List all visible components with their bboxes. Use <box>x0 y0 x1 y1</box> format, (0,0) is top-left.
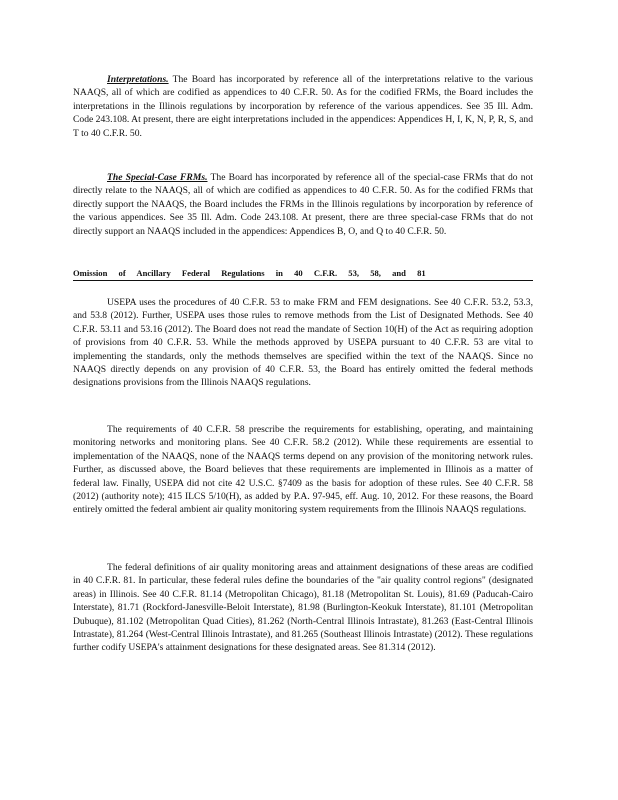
paragraph-interpretations <box>73 73 533 140</box>
paragraph-text: The Board has incorporated by reference all of the special-case FRMs that do not directly relate to the NAAQS, all of which are codified as appendices to 40 C.F.R. 50. As for the codified FRMs that directly support the NAAQS, the Board includes the FRMs in the Illinois regulations by incorporation by reference of the various appendices. See 35 Ill. Adm. Code 243.108. At present, there are three special-case FRMs that do not directly support an NAAQS included in the appendices: Appendices B, O, and Q to 40 C.F.R. 50. <box>73 172 534 237</box>
paragraph-lead: The Special-Case FRMs. <box>107 172 208 183</box>
paragraph-lead: Interpretations. <box>107 74 169 85</box>
paragraph-text: The Board has incorporated by reference all of the interpretations relative to the various NAAQS, all of which are codified as appendices to 40 C.F.R. 50. As for the codified FRMs, the Board includes the interpretations in the Illinois regulations by incorporation by reference of the various appendices. See 35 Ill. Adm. Code 243.108. At present, there are eight interpretations included in the appendices: Appendices H, I, K, N, P, R, S, and T to 40 C.F.R. 50. <box>73 74 533 139</box>
paragraph-part-58 <box>73 423 533 517</box>
paragraph-text: USEPA uses the procedures of 40 C.F.R. 53 to make FRM and FEM designations. See 40 C.F.R. 53.2, 53.3, and 53.8 (2012). Further, USEPA uses those rules to remove methods from the List of Designated Methods. See 40 C.F.R. 53.11 and 53.16 (2012). The Board does not read the mandate of Section 10(H) of the Act as requiring adoption of provisions from 40 C.F.R. 53. While the methods approved by USEPA pursuant to 40 C.F.R. 53 are vital to implementing the standards, only the methods themselves are specified within the text of the NAAQS. Since no NAAQS directly depends on any provision of 40 C.F.R. 53, the Board has entirely omitted the federal methods designations provisions from the Illinois NAAQS regulations. <box>73 297 533 389</box>
section-heading: Omission of Ancillary Federal Regulations in 40 C.F.R. 53, 58, and 81 <box>73 268 533 281</box>
paragraph-text: The requirements of 40 C.F.R. 58 prescribe the requirements for establishing, operating, and maintaining monitoring networks and monitoring plans. See 40 C.F.R. 58.2 (2012). While these requirements are essential to implementation of the NAAQS, none of the NAAQS terms depend on any provision of the monitoring network rules. Further, as discussed above, the Board believes that these requirements are implemented in Illinois as a matter of federal law. Finally, USEPA did not cite 42 U.S.C. §7409 as the basis for adoption of these rules. See 40 C.F.R. 58 (2012) (authority note); 415 ILCS 5/10(H), as added by P.A. 97-945, eff. Aug. 10, 2012. For these reasons, the Board entirely omitted the federal ambient air quality monitoring system requirements from the Illinois NAAQS regulations. <box>73 424 533 516</box>
paragraph-part-53 <box>73 296 533 390</box>
paragraph-part-81 <box>73 561 533 655</box>
paragraph-special-case-frms <box>73 171 533 238</box>
paragraph-text: The federal definitions of air quality monitoring areas and attainment designations of these areas are codified in 40 C.F.R. 81. In particular, these federal rules define the boundaries of the "air quality control regions" (designated areas) in Illinois. See 40 C.F.R. 81.14 (Metropolitan Chicago), 81.18 (Metropolitan St. Louis), 81.69 (Paducah-Cairo Interstate), 81.71 (Rockford-Janesville-Beloit Interstate), 81.98 (Burlington-Keokuk Interstate), 81.101 (Metropolitan Dubuque), 81.102 (Metropolitan Quad Cities), 81.262 (North-Central Illinois Intrastate), 81.263 (East-Central Illinois Intrastate), 81.264 (West-Central Illinois Intrastate), and 81.265 (Southeast Illinois Intrastate) (2012). These regulations further codify USEPA's attainment designations for these designated areas. See 81.314 (2012). <box>73 562 533 654</box>
